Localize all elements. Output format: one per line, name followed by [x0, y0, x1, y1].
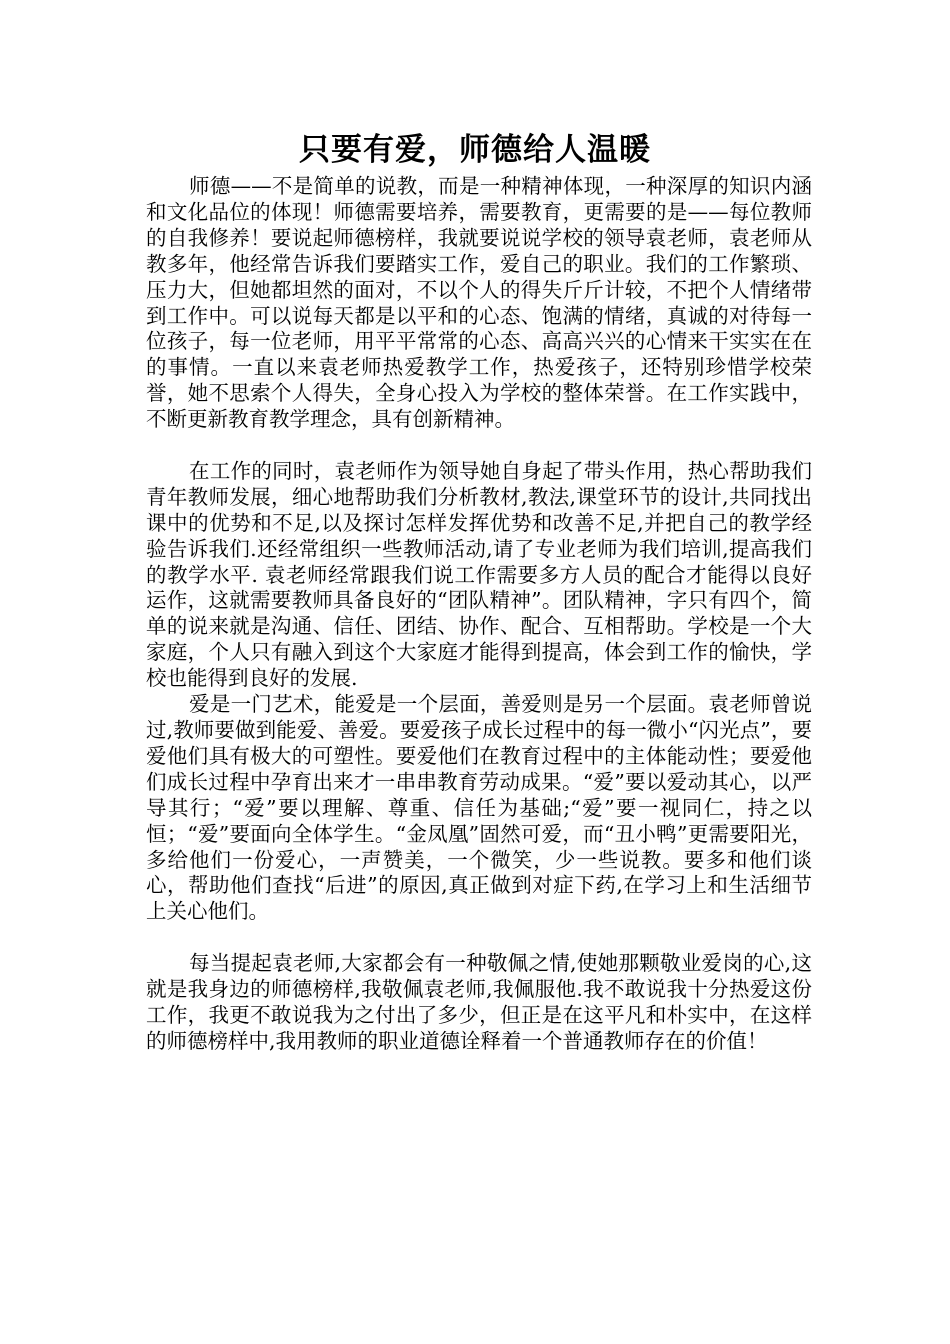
paragraph-spacer [146, 433, 812, 459]
paragraph-1: 师德——不是简单的说教，而是一种精神体现，一种深厚的知识内涵和文化品位的体现！师德需要培养，需要教育，更需要的是——每位教师的自我修养！要说起师德榜样，我就要说说学校的领导袁老师，袁老师从教多年，他经常告诉我们要踏实工作，爱自己的职业。我们的工作繁琐、压力大，但她都坦然的面对，不以个人的得失斤斤计较，不把个人情绪带到工作中。可以说每天都是以平和的心态、饱满的情绪，真诚的对待每一位孩子，每一位老师，用平平常常的心态、高高兴兴的心情来干实实在在的事情。一直以来袁老师热爱教学工作，热爱孩子，还特别珍惜学校荣誉，她不思索个人得失，全身心投入为学校的整体荣誉。在工作实践中，不断更新教育教学理念，具有创新精神。 [146, 174, 812, 432]
paragraph-2: 在工作的同时，袁老师作为领导她自身起了带头作用，热心帮助我们青年教师发展，细心地帮助我们分析教材,教法,课堂环节的设计,共同找出课中的优势和不足,以及探讨怎样发挥优势和改善不足,并把自己的教学经验告诉我们.还经常组织一些教师活动,请了专业老师为我们培训,提高我们的教学水平. 袁老师经常跟我们说工作需要多方人员的配合才能得以良好运作，这就需要教师具备良好的“团队精神”。团队精神，字只有四个，简单的说来就是沟通、信任、团结、协作、配合、互相帮助。学校是一个大家庭，个人只有融入到这个大家庭才能得到提高，体会到工作的愉快，学校也能得到良好的发展. [146, 458, 812, 691]
paragraph-4: 每当提起袁老师,大家都会有一种敬佩之情,使她那颗敬业爱岗的心,这就是我身边的师德榜样,我敬佩袁老师,我佩服他.我不敢说我十分热爱这份工作，我更不敢说我为之付出了多少，但正是在这平凡和朴实中，在这样的师德榜样中,我用教师的职业道德诠释着一个普通教师存在的价值！ [146, 951, 812, 1053]
paragraph-spacer [146, 925, 812, 951]
document-title: 只要有爱，师德给人温暖 [299, 132, 651, 168]
paragraph-3: 爱是一门艺术，能爱是一个层面，善爱则是另一个层面。袁老师曾说过,教师要做到能爱、善爱。要爱孩子成长过程中的每一微小“闪光点”，要爱他们具有极大的可塑性。要爱他们在教育过程中的主体能动性；要爱他们成长过程中孕育出来才一串串教育劳动成果。“爱”要以爱动其心，以严导其行；“爱”要以理解、尊重、信任为基础;“爱”要一视同仁，持之以恒；“爱”要面向全体学生。“金凤凰”固然可爱，而“丑小鸭”更需要阳光，多给他们一份爱心，一声赞美，一个微笑，少一些说教。要多和他们谈心，帮助他们查找“后进”的原因,真正做到对症下药,在学习上和生活细节上关心他们。 [146, 692, 812, 924]
document-body [146, 174, 812, 1055]
